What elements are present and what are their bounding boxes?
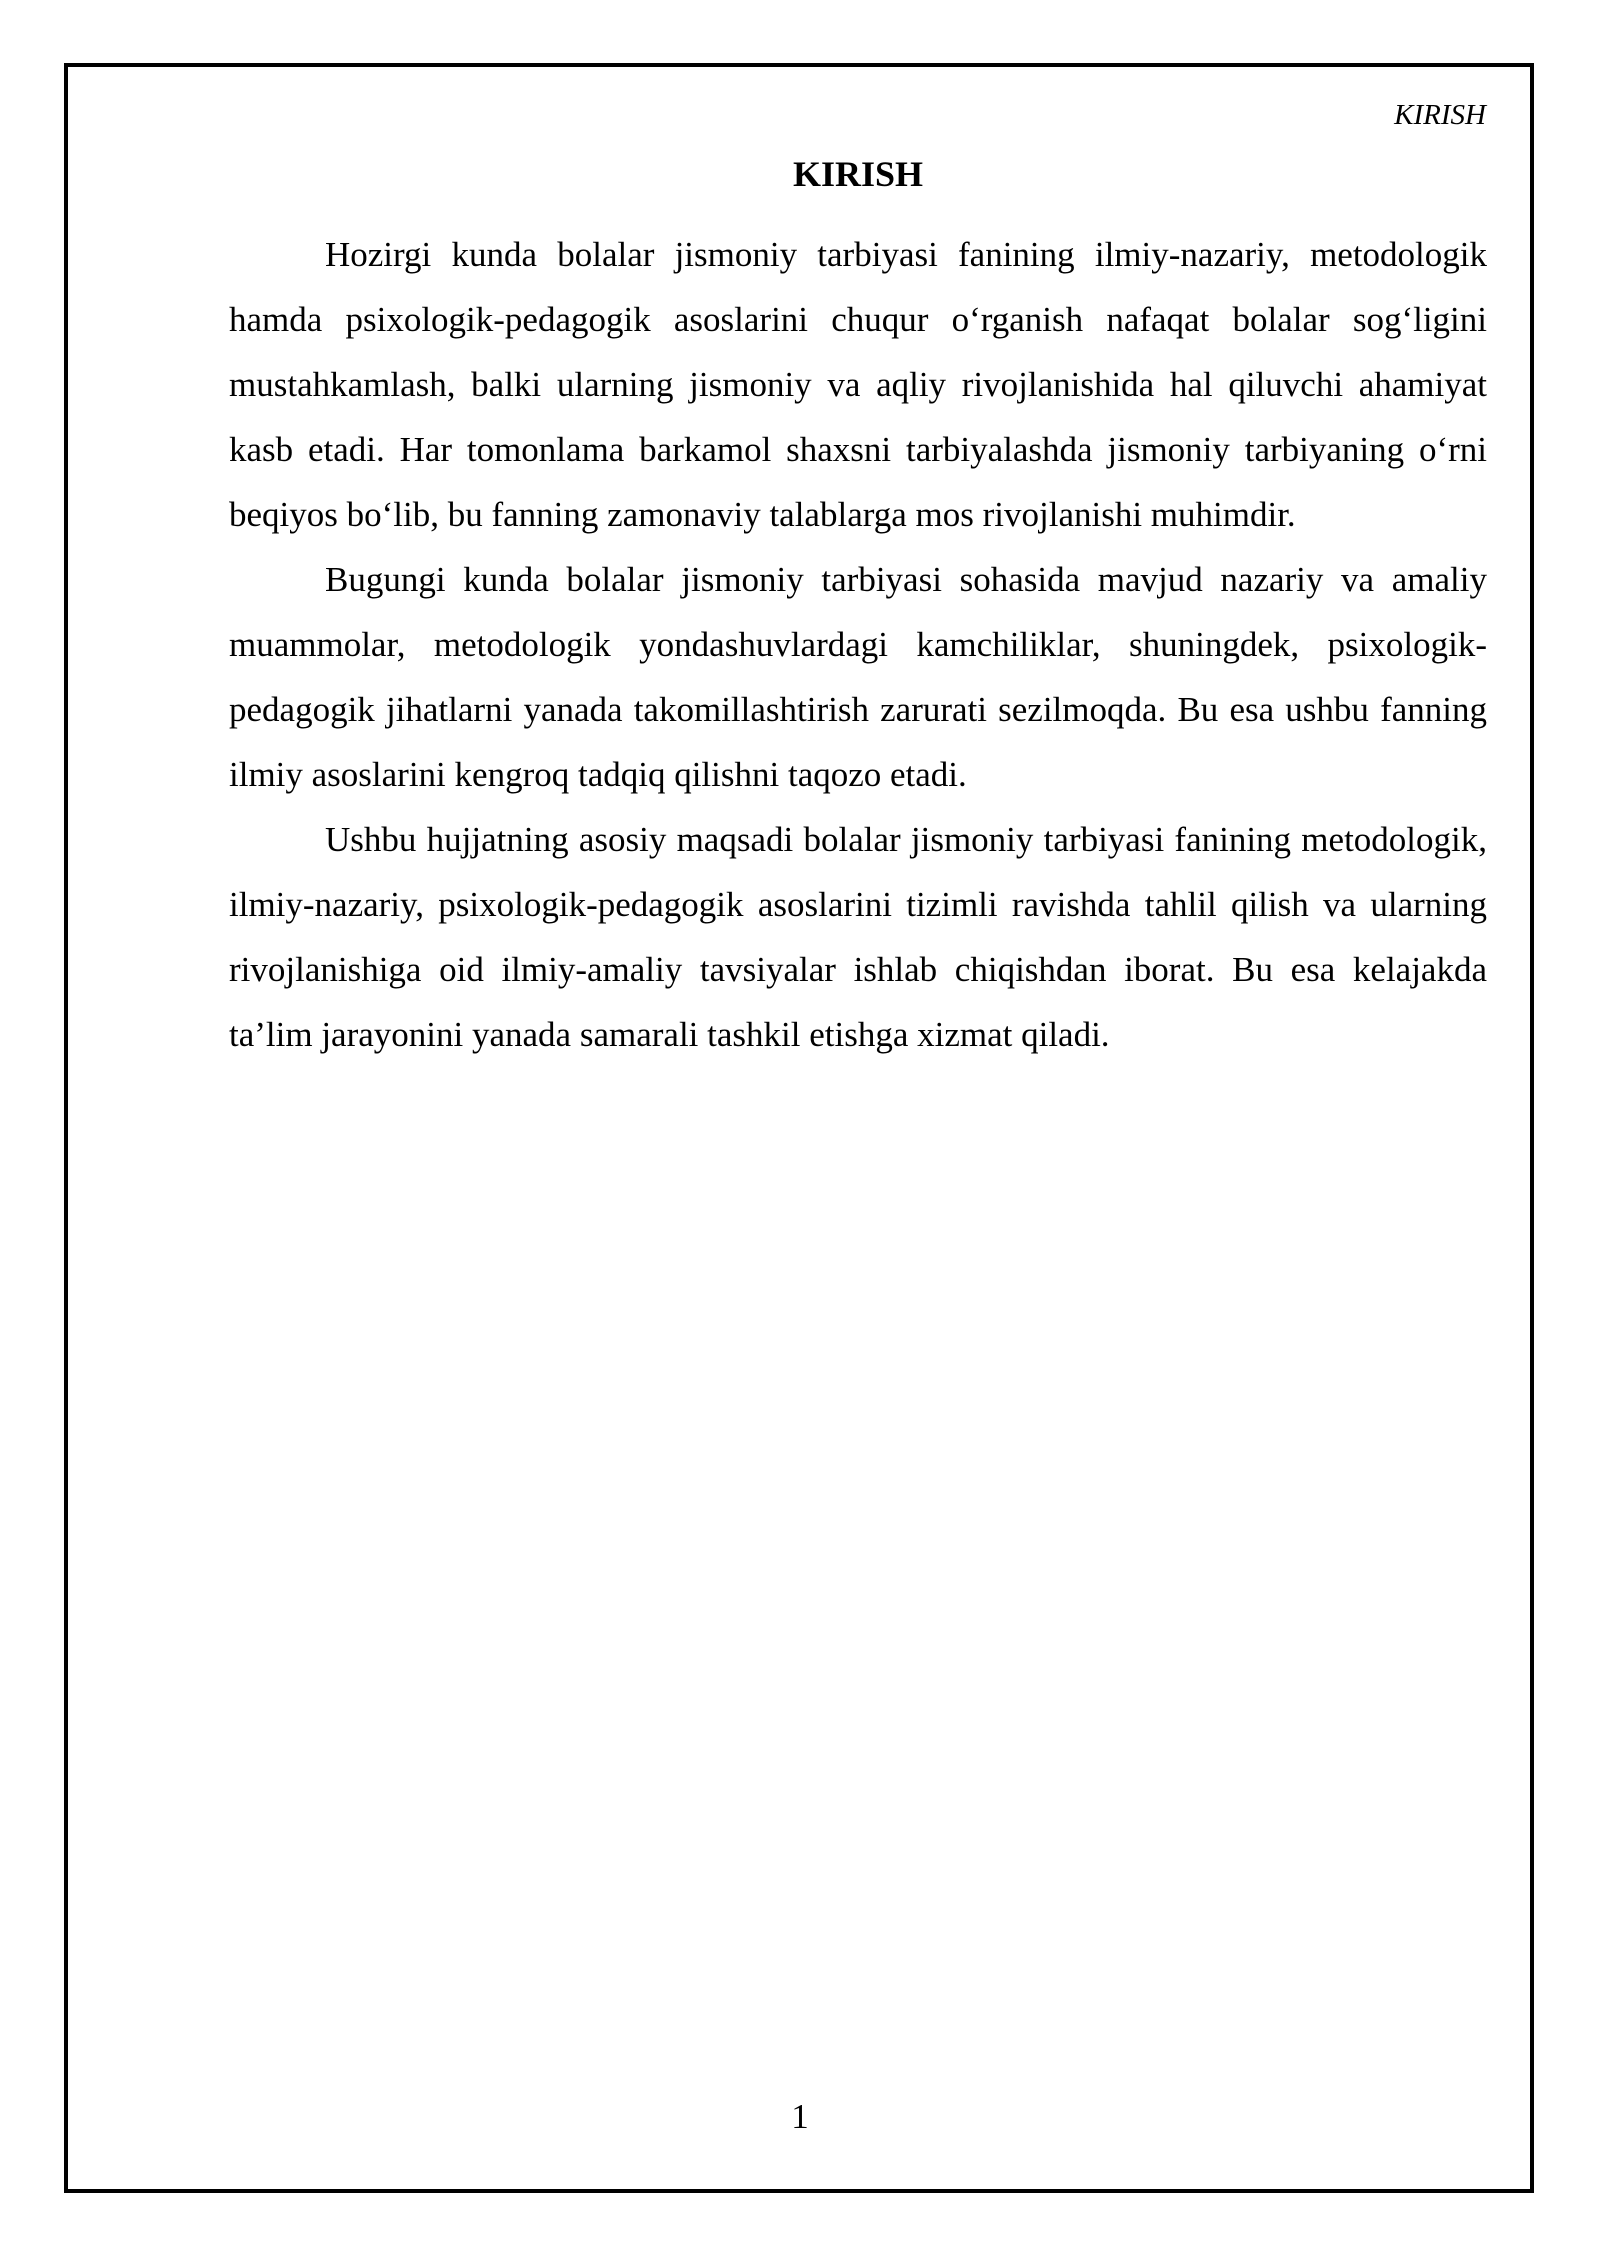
paragraph-3: Ushbu hujjatning asosiy maqsadi bolalar jismoniy tarbiyasi fanining metodologik, ilmiy-nazariy, psixologik-pedagogik asoslarini tizimli ravishda tahlil qilish va ularning rivojlanishiga oid ilmiy-amaliy tavsiyalar ishlab chiqishdan iborat. Bu esa kelajakda ta’lim jarayonini yanada samarali tashkil etishga xizmat qiladi.	[229, 820, 1487, 1054]
paragraph-2: Bugungi kunda bolalar jismoniy tarbiyasi sohasida mavjud nazariy va amaliy muammolar, metodologik yondashuvlardagi kamchiliklar, shuningdek, psixologik-pedagogik jihatlarni yanada takomillashtirish zarurati sezilmoqda. Bu esa ushbu fanning ilmiy asoslarini kengroq tadqiq qilishni taqozo etadi.	[229, 560, 1487, 794]
document-body	[229, 146, 1487, 1067]
running-header: KIRISH	[1394, 99, 1486, 131]
page-number: 1	[791, 2097, 809, 2136]
page-title: KIRISH	[792, 154, 924, 194]
paragraph-1: Hozirgi kunda bolalar jismoniy tarbiyasi fanining ilmiy-nazariy, metodologik hamda psixologik-pedagogik asoslarini chuqur o‘rganish nafaqat bolalar sog‘ligini mustahkamlash, balki ularning jismoniy va aqliy rivojlanishida hal qiluvchi ahamiyat kasb etadi. Har tomonlama barkamol shaxsni tarbiyalashda jismoniy tarbiyaning o‘rni beqiyos bo‘lib, bu fanning zamonaviy talablarga mos rivojlanishi muhimdir.	[229, 235, 1487, 534]
